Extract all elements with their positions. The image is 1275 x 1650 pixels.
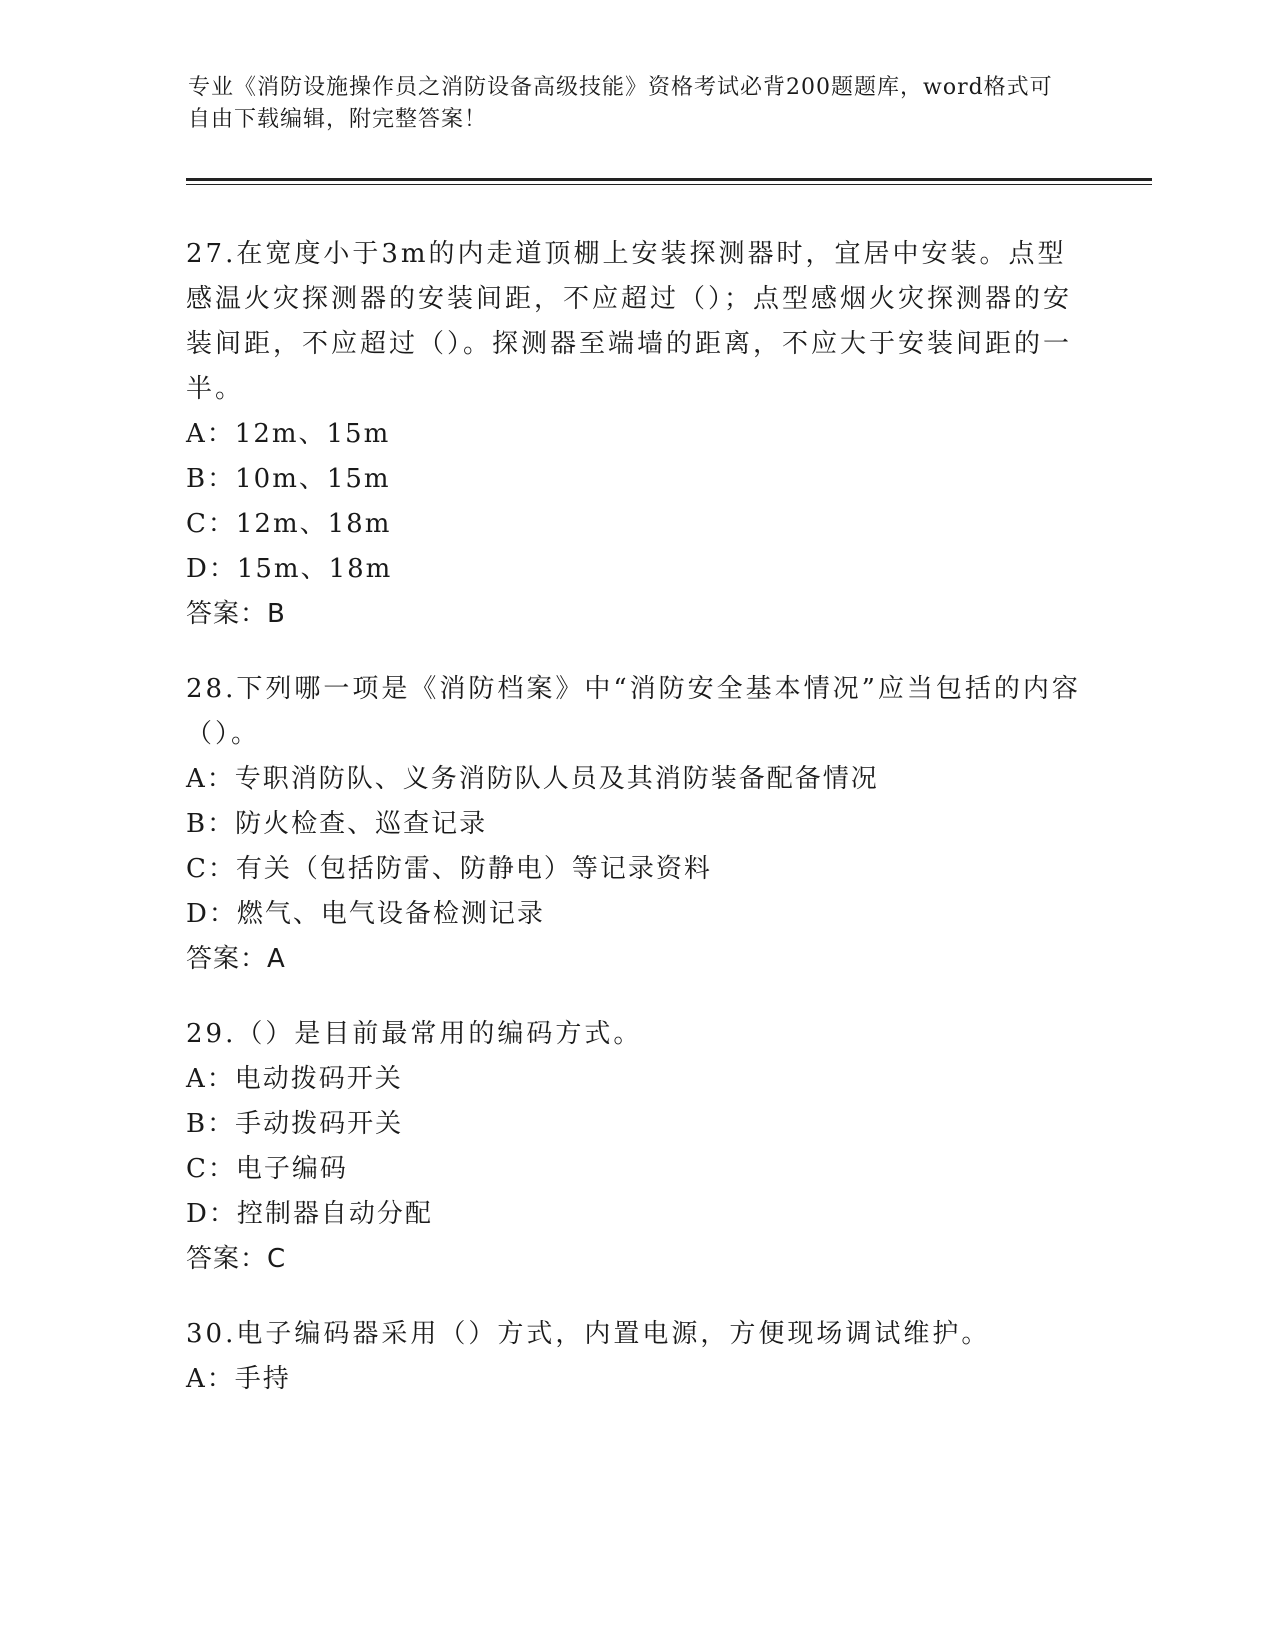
option-d: D：控制器自动分配 [186, 1199, 433, 1229]
answer-line: 答案：A [186, 944, 286, 974]
document-header: 专业《消防设施操作员之消防设备高级技能》资格考试必背200题题库，word格式可自由下载编辑，附完整答案！ [188, 75, 1053, 132]
header-rule-thin [186, 184, 1152, 185]
question-29 [186, 1012, 1086, 1282]
question-stem: 28.下列哪一项是《消防档案》中“消防安全基本情况”应当包括的内容（）。 [186, 674, 1081, 749]
option-a: A：电动拨码开关 [186, 1064, 403, 1094]
question-list [186, 232, 1086, 1432]
question-28 [186, 667, 1086, 982]
question-stem: 30.电子编码器采用（）方式，内置电源，方便现场调试维护。 [186, 1319, 991, 1349]
option-a: A：专职消防队、义务消防队人员及其消防装备配备情况 [186, 764, 879, 794]
option-c: C：12m、18m [186, 509, 392, 539]
option-c: C：电子编码 [186, 1154, 348, 1184]
option-a: A：12m、15m [186, 419, 391, 449]
question-stem: 29.（）是目前最常用的编码方式。 [186, 1019, 643, 1049]
option-b: B：10m、15m [186, 464, 391, 494]
option-a: A：手持 [186, 1364, 291, 1394]
answer-line: 答案：C [186, 1244, 287, 1274]
option-b: B：防火检查、巡查记录 [186, 809, 488, 839]
option-b: B：手动拨码开关 [186, 1109, 404, 1139]
question-30 [186, 1312, 1086, 1402]
answer-line: 答案：B [186, 599, 286, 629]
option-c: C：有关（包括防雷、防静电）等记录资料 [186, 854, 712, 884]
option-d: D：燃气、电气设备检测记录 [186, 899, 545, 929]
question-stem: 27.在宽度小于3m的内走道顶棚上安装探测器时，宜居中安装。点型感温火灾探测器的安装间距，不应超过（）；点型感烟火灾探测器的安装间距，不应超过（）。探测器至端墙的距离，不应大于安装间距的一半。 [186, 239, 1073, 404]
header-rule-thick [186, 178, 1152, 181]
option-d: D：15m、18m [186, 554, 393, 584]
question-27 [186, 232, 1086, 637]
